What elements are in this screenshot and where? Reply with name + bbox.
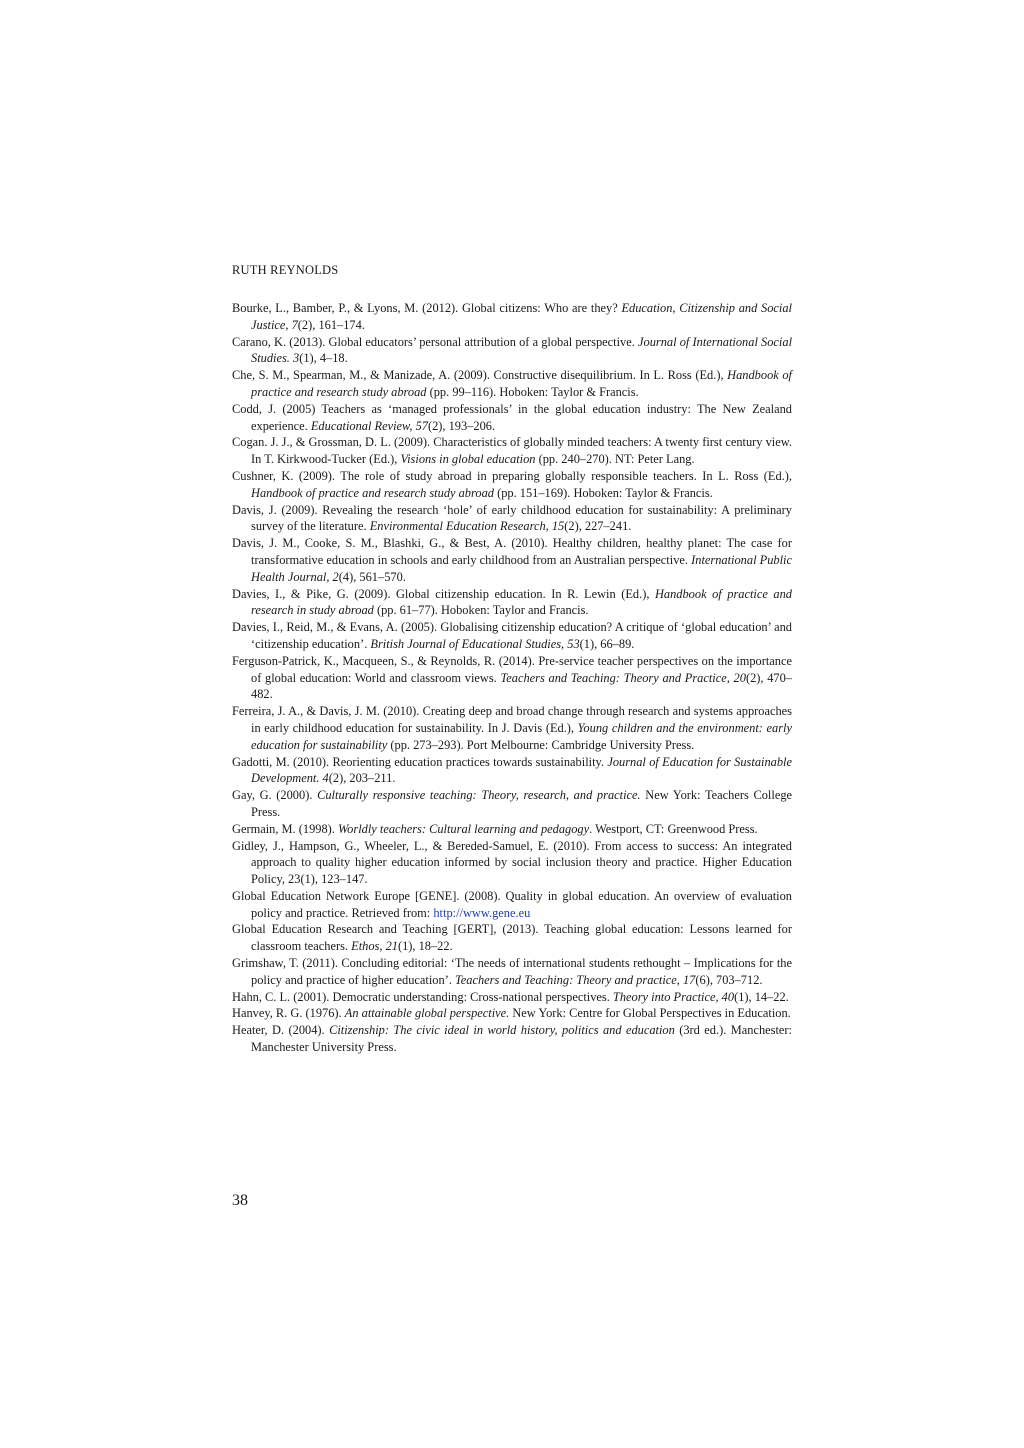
reference-list <box>232 300 792 1056</box>
reference-text: Germain, M. (1998). <box>232 821 338 836</box>
reference-source-title: Citizenship: The civic ideal in world history, politics and education <box>329 1023 675 1038</box>
reference-source-title: 21 <box>385 939 398 954</box>
reference-text: Ferreira, J. A., & Davis, J. M. (2010). Creating deep and broad change through research and systems approaches in early childhood education for sustainability. In J. Davis (Ed.), <box>232 704 792 735</box>
reference-source-title: Education, Citizenship and Social Justice, 7 <box>251 301 792 332</box>
reference-source-title: An attainable global perspective. <box>344 1006 510 1021</box>
reference-text: (2), 227–241. <box>564 519 632 534</box>
reference-entry <box>232 955 792 989</box>
reference-source-title: Handbook of practice and research study abroad <box>251 485 494 500</box>
reference-text: Hanvey, R. G. (1976). <box>232 1006 345 1021</box>
reference-source-title: International Public Health Journal, 2 <box>251 552 792 584</box>
reference-source-title: Teachers and Teaching: Theory and practice, 17 <box>455 972 696 987</box>
reference-text: Gay, G. (2000). <box>232 788 318 803</box>
reference-text: Gadotti, M. (2010). Reorienting education practices towards sustainability. <box>232 754 608 769</box>
reference-text: (pp. 240–270). NT: Peter Lang. <box>535 452 695 467</box>
reference-entry <box>232 502 792 536</box>
reference-entry <box>232 401 792 435</box>
reference-text: (1), 18–22. <box>397 939 453 954</box>
reference-entry <box>232 367 792 401</box>
reference-source-title: Handbook of practice and research study abroad <box>251 368 792 399</box>
reference-text: (2), 193–206. <box>427 418 496 433</box>
page-number: 38 <box>232 1192 248 1209</box>
reference-entry <box>232 586 792 620</box>
reference-source-title: Educational Review, 57 <box>310 418 428 433</box>
reference-text: (4), 561–570. <box>338 569 406 584</box>
reference-text: Grimshaw, T. (2011). Concluding editorial: ‘The needs of international students rethought – Implications for the policy and practice of higher education’. <box>232 956 792 987</box>
reference-source-title: Teachers and Teaching: Theory and Practice, 20 <box>500 670 746 685</box>
reference-text: Davies, I., & Pike, G. (2009). Global citizenship education. In R. Lewin (Ed.), <box>232 586 655 601</box>
reference-entry <box>232 334 792 368</box>
reference-source-title: Handbook of practice and research in study abroad <box>251 586 793 618</box>
reference-entry <box>232 754 792 788</box>
reference-source-title: Culturally responsive teaching: Theory, research, and practice. <box>317 788 641 803</box>
reference-text: New York: Centre for Global Perspectives in Education. <box>509 1006 791 1021</box>
reference-source-title: Worldly teachers: Cultural learning and pedagogy <box>338 821 590 836</box>
reference-text: Cushner, K. (2009). The role of study abroad in preparing globally responsible teachers. In L. Ross (Ed.), <box>232 468 792 483</box>
reference-text: (1), 66–89. <box>579 636 635 651</box>
reference-text: Gidley, J., Hampson, G., Wheeler, L., & Bereded-Samuel, E. (2010). From access to success: An integrated approach to quality higher education informed by social inclusion theory and practice. Higher Education Policy, 23(1), 123–147. <box>232 838 792 887</box>
reference-source-title: British Journal of Educational Studies, 53 <box>370 636 580 651</box>
reference-source-title: Environmental Education Research, 15 <box>369 519 565 534</box>
reference-text: Carano, K. (2013). Global educators’ personal attribution of a global perspective. <box>232 334 639 349</box>
reference-entry <box>232 989 792 1006</box>
reference-text: (pp. 273–293). Port Melbourne: Cambridge University Press. <box>387 737 695 752</box>
reference-text: (6), 703–712. <box>695 972 763 987</box>
reference-entry <box>232 921 792 955</box>
reference-entry <box>232 434 792 468</box>
reference-entry <box>232 468 792 502</box>
reference-entry <box>232 619 792 653</box>
reference-source-title: Journal of International Social Studies. 3 <box>251 334 793 366</box>
reference-source-title: Journal of Education for Sustainable Development. 4 <box>251 754 792 786</box>
reference-text: (2), 203–211. <box>328 771 396 786</box>
reference-text: (pp. 99–116). Hoboken: Taylor & Francis. <box>426 384 639 399</box>
reference-entry <box>232 703 792 753</box>
reference-text: Bourke, L., Bamber, P., & Lyons, M. (2012). Global citizens: Who are they? <box>232 301 622 315</box>
reference-text: (1), 14–22. <box>734 989 789 1004</box>
reference-source-title: Ethos <box>351 939 380 954</box>
reference-entry <box>232 1022 792 1056</box>
reference-entry <box>232 535 792 585</box>
reference-entry <box>232 888 792 922</box>
reference-entry <box>232 653 792 703</box>
reference-text: Cogan. J. J., & Grossman, D. L. (2009). Characteristics of globally minded teachers: A twenty first century view. In T. Kirkwood-Tucker (Ed.), <box>232 435 792 467</box>
reference-text: (2), 470–482. <box>251 670 792 702</box>
reference-text: Codd, J. (2005) Teachers as ‘managed professionals’ in the global education industry: The New Zealand experience. <box>232 401 792 433</box>
reference-text: Hahn, C. L. (2001). Democratic understanding: Cross-national perspectives. <box>232 989 613 1004</box>
reference-text: New York: Teachers College Press. <box>251 788 793 819</box>
reference-source-title: Theory into Practice, 40 <box>612 989 735 1004</box>
reference-text: Che, S. M., Spearman, M., & Manizade, A. (2009). Constructive disequilibrium. In L. Ross (Ed.), <box>232 368 728 383</box>
reference-entry <box>232 838 792 888</box>
reference-text: . Westport, CT: Greenwood Press. <box>589 821 758 836</box>
reference-entry <box>232 821 792 838</box>
reference-text: Davis, J. (2009). Revealing the research ‘hole’ of early childhood education for sustainability: A preliminary survey of the literature. <box>232 502 792 534</box>
reference-entry <box>232 300 792 334</box>
reference-text: (2), 161–174. <box>297 317 365 332</box>
reference-text: , <box>379 939 386 954</box>
reference-text: Heater, D. (2004). <box>232 1023 330 1038</box>
reference-text: Global Education Network Europe [GENE]. (2008). Quality in global education. An overview of evaluation policy and practice. Retrieved from: <box>232 888 792 920</box>
running-head: RUTH REYNOLDS <box>232 263 339 277</box>
reference-text: (pp. 151–169). Hoboken: Taylor & Francis. <box>493 485 713 500</box>
reference-text: (3rd ed.). Manchester: Manchester University Press. <box>251 1023 792 1055</box>
reference-text: Global Education Research and Teaching [GERT], (2013). Teaching global education: Lessons learned for classroom teachers. <box>232 922 792 954</box>
reference-source-title: Visions in global education <box>400 452 536 467</box>
reference-text: Ferguson-Patrick, K., Macqueen, S., & Reynolds, R. (2014). Pre-service teacher perspectives on the importance of global education: World and classroom views. <box>232 653 792 685</box>
reference-text: (pp. 61–77). Hoboken: Taylor and Francis. <box>373 603 589 618</box>
reference-text: Davis, J. M., Cooke, S. M., Blashki, G., & Best, A. (2010). Healthy children, healthy planet: The case for transformative education in schools and early childhood from an Australian perspective. <box>232 536 792 567</box>
reference-link[interactable]: http://www.gene.eu <box>433 905 531 920</box>
reference-entry <box>232 1005 792 1022</box>
reference-source-title: Young children and the environment: early education for sustainability <box>251 720 793 752</box>
reference-text: Davies, I., Reid, M., & Evans, A. (2005). Globalising citizenship education? A critique of ‘global education’ and ‘citizenship education’. <box>232 620 792 651</box>
reference-text: (1), 4–18. <box>299 351 348 366</box>
reference-entry <box>232 787 792 821</box>
